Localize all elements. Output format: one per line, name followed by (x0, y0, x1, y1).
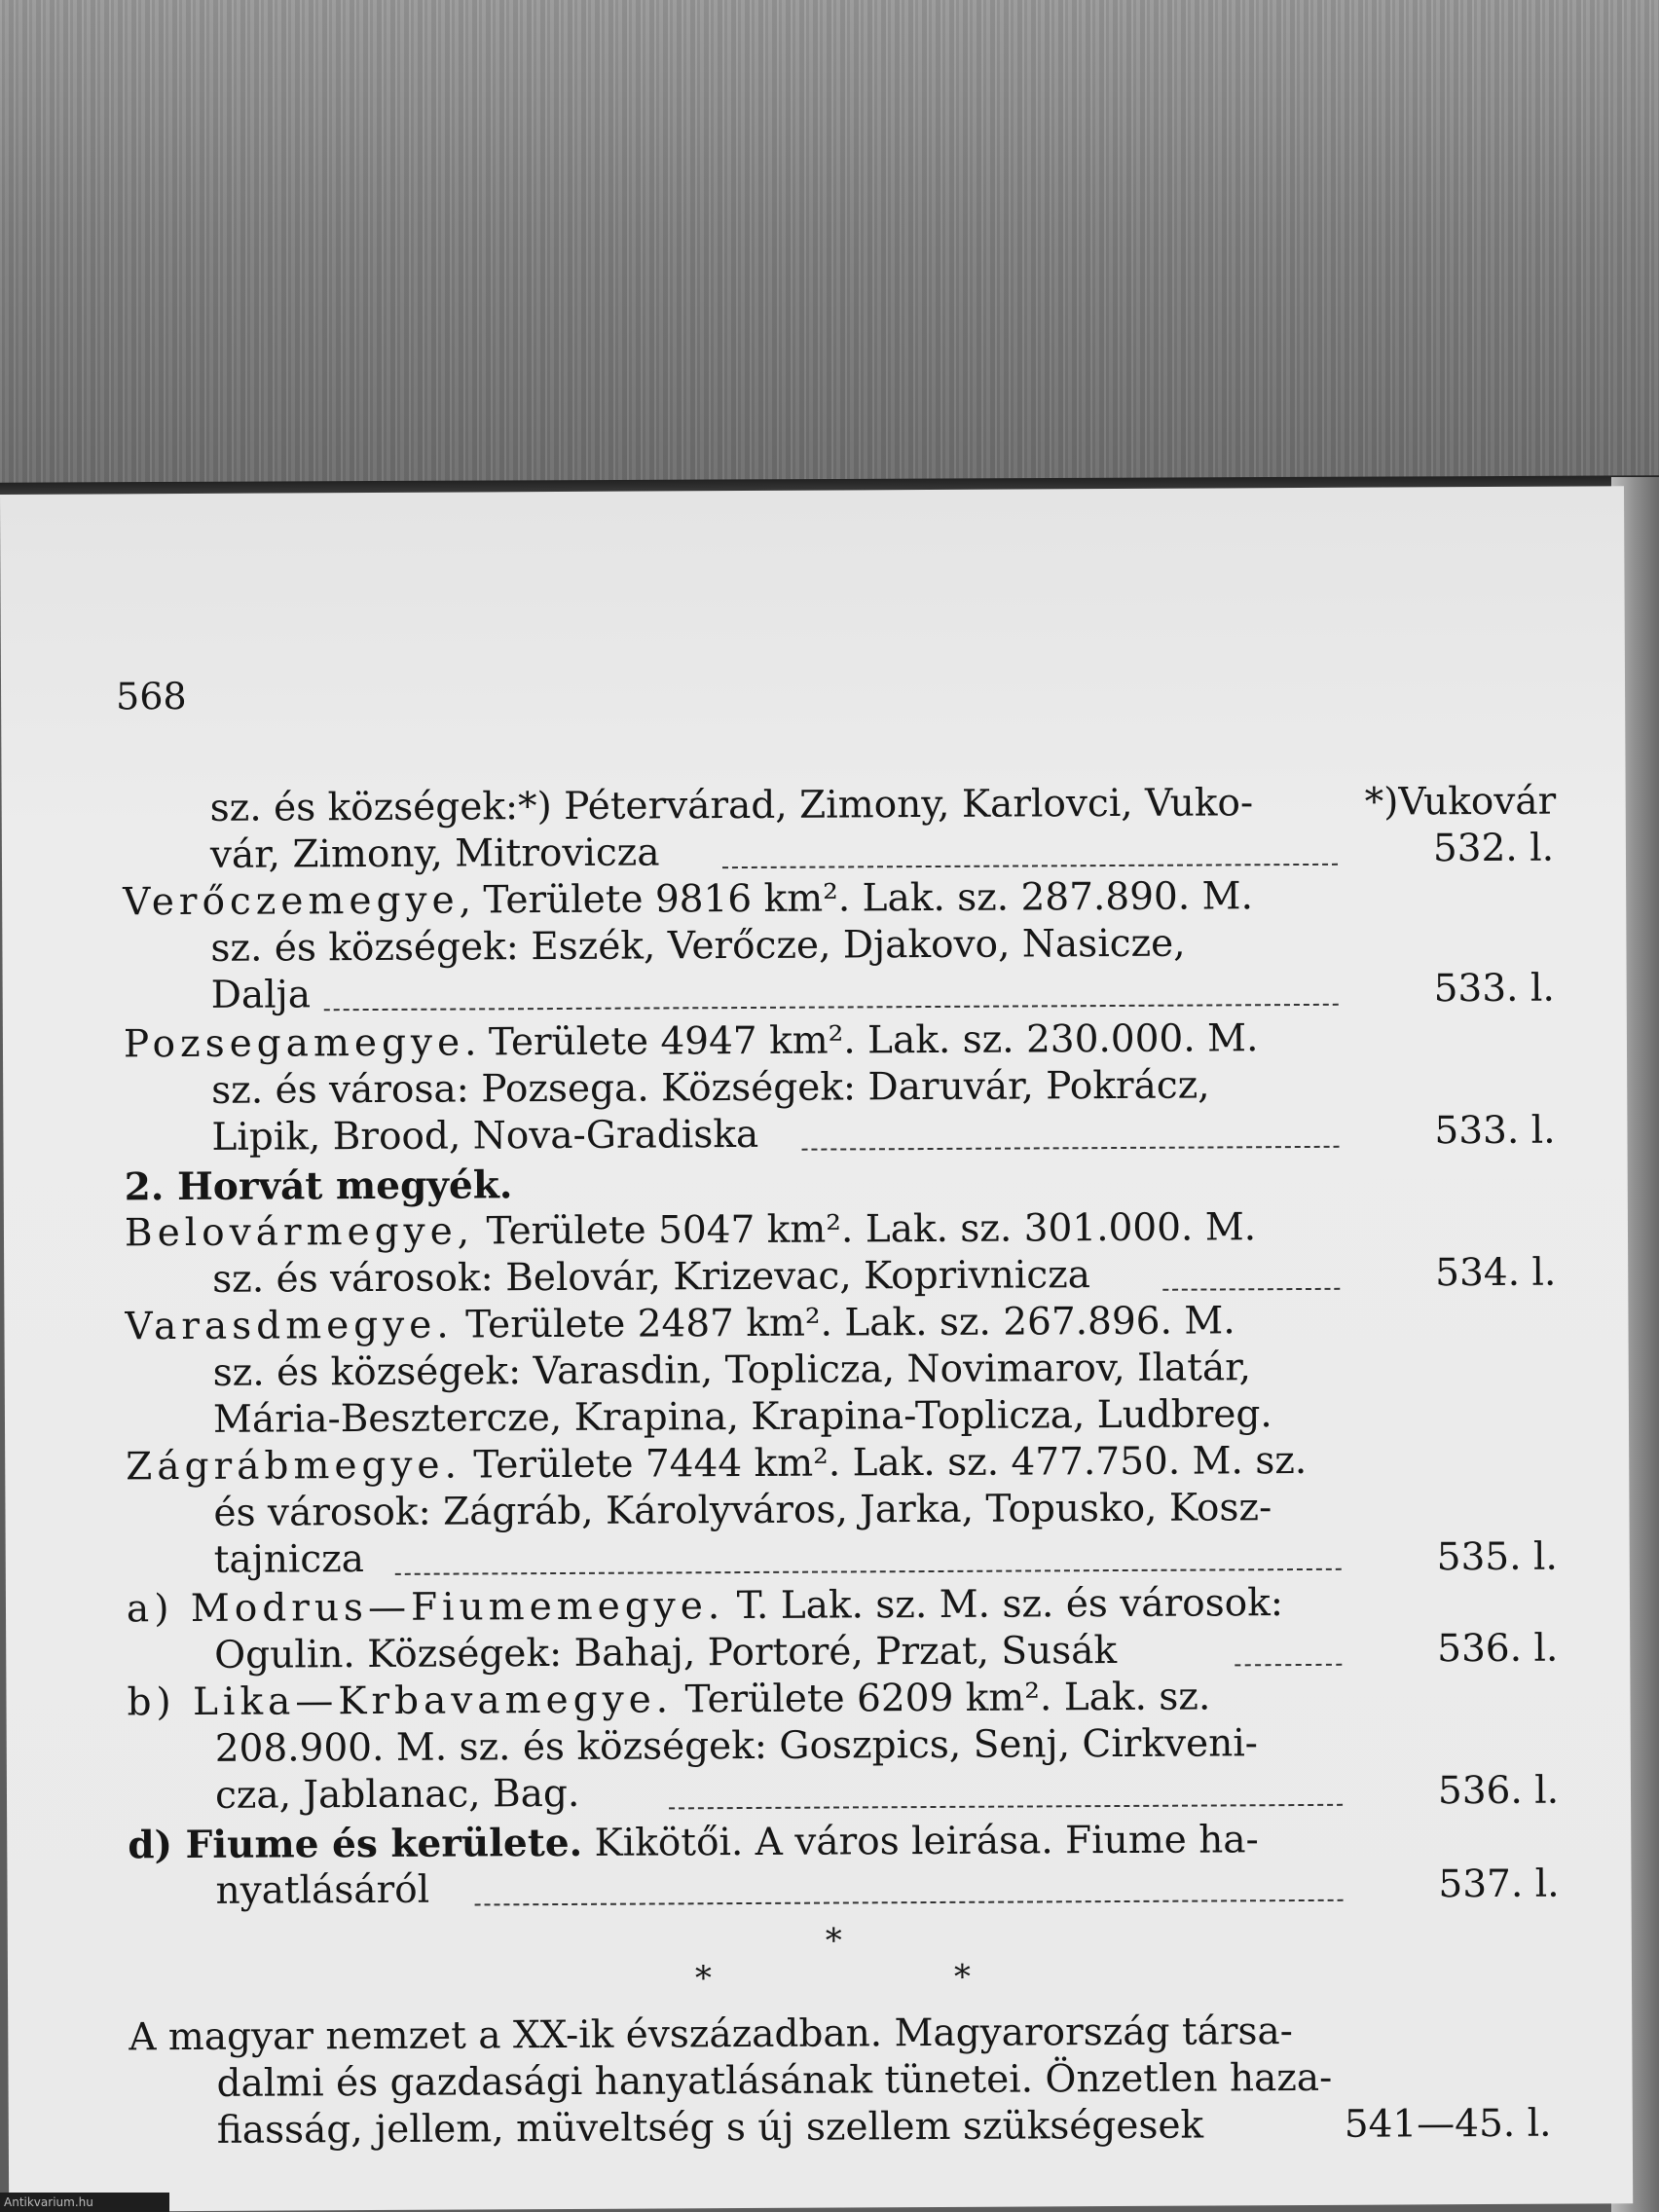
leader-dots (722, 864, 1338, 868)
toc-entry-line: tajnicza (213, 1537, 365, 1582)
toc-entry-line: A magyar nemzet a XX-ik évszázadban. Magyarország társa- (129, 2009, 1294, 2060)
separator-star: * (825, 1921, 842, 1961)
toc-entry-line: Mária-Besztercze, Krapina, Krapina-Toplicza, Ludbreg. (212, 1392, 1272, 1442)
toc-entry-line: fiasság, jellem, müveltség s új szellem szükségesek (216, 2103, 1204, 2153)
leader-dots (475, 1899, 1344, 1906)
toc-entry-title: Verőczemegye, Területe 9816 km². Lak. sz. 287.890. M. (123, 874, 1254, 925)
toc-page-ref: 533. l. (1433, 966, 1555, 1012)
leader-dots (669, 1804, 1343, 1810)
toc-entry-title: Zágrábmegye. Területe 7444 km². Lak. sz. 477.750. M. sz. (126, 1438, 1308, 1490)
toc-entry-line: nyatlásáról (215, 1867, 430, 1913)
toc-entry-title: Pozsegamegye. Területe 4947 km². Lak. sz. 230.000. M. (123, 1016, 1259, 1067)
toc-entry-line: sz. és városok: Belovár, Krizevac, Koprivnicza (212, 1253, 1091, 1302)
toc-entry-line: Lipik, Brood, Nova-Gradiska (211, 1112, 759, 1160)
toc-page-ref: 536. l. (1437, 1768, 1560, 1814)
wooden-background (0, 0, 1659, 506)
toc-footnote: *)Vukovár (1364, 779, 1557, 825)
toc-entry-title: d) Fiume és kerülete. Kikötői. A város leirása. Fiume ha- (128, 1818, 1259, 1868)
toc-entry-line: Ogulin. Községek: Bahaj, Portoré, Przat, Susák (214, 1629, 1118, 1677)
toc-entry-line: Dalja (210, 973, 312, 1017)
toc-page-ref: 532. l. (1432, 826, 1555, 871)
toc-entry-title: Varasdmegye. Területe 2487 km². Lak. sz. 267.896. M. (125, 1299, 1235, 1349)
book-page (0, 486, 1633, 2212)
toc-entry-line: cza, Jablanac, Bag. (214, 1771, 580, 1818)
toc-entry-line: sz. és községek: Varasdin, Toplicza, Novimarov, Ilatár, (212, 1346, 1252, 1395)
separator-star: * (694, 1959, 713, 1999)
toc-page-ref: 537. l. (1438, 1862, 1560, 1907)
toc-entry-title: Belovármegye, Területe 5047 km². Lak. sz. 301.000. M. (124, 1205, 1257, 1256)
toc-page-ref: 536. l. (1437, 1626, 1559, 1672)
page-number: 568 (115, 674, 187, 719)
leader-dots (324, 1004, 1339, 1011)
toc-entry-title: a) Modrus—Fiumemegye. T. Lak. sz. M. sz. és városok: (126, 1581, 1284, 1632)
toc-page-ref: 541—45. l. (1344, 2101, 1552, 2147)
toc-entry-line: dalmi és gazdasági hanyatlásának tünetei. Önzetlen haza- (216, 2055, 1333, 2106)
toc-entry-line: és városok: Zágráb, Károlyváros, Jarka, Topusko, Kosz- (213, 1486, 1272, 1535)
section-heading: 2. Horvát megyék. (124, 1162, 513, 1210)
leader-dots (802, 1146, 1340, 1151)
toc-entry-line: sz. és városa: Pozsega. Községek: Daruvár, Pokrácz, (211, 1063, 1210, 1113)
leader-dots (1162, 1288, 1340, 1291)
watermark: Antikvarium.hu (0, 2193, 169, 2212)
toc-entry-line: sz. és községek: Eszék, Verőcze, Djakovo, Nasicze, (210, 921, 1186, 971)
toc-entry-line: sz. és községek:*) Pétervárad, Zimony, Karlovci, Vuko- (209, 781, 1254, 830)
leader-dots (1235, 1664, 1342, 1667)
toc-entry-title: b) Lika—Krbavamegye. Területe 6209 km². Lak. sz. (127, 1675, 1211, 1725)
toc-page-ref: 535. l. (1436, 1534, 1558, 1580)
toc-page-ref: 534. l. (1435, 1250, 1557, 1296)
separator-star: * (953, 1957, 972, 1997)
leader-dots (395, 1568, 1342, 1575)
toc-page-ref: 533. l. (1434, 1108, 1556, 1154)
toc-entry-line: 208.900. M. sz. és községek: Goszpics, Senj, Cirkveni- (214, 1721, 1259, 1771)
toc-entry-line: vár, Zimony, Mitrovicza (209, 830, 660, 877)
